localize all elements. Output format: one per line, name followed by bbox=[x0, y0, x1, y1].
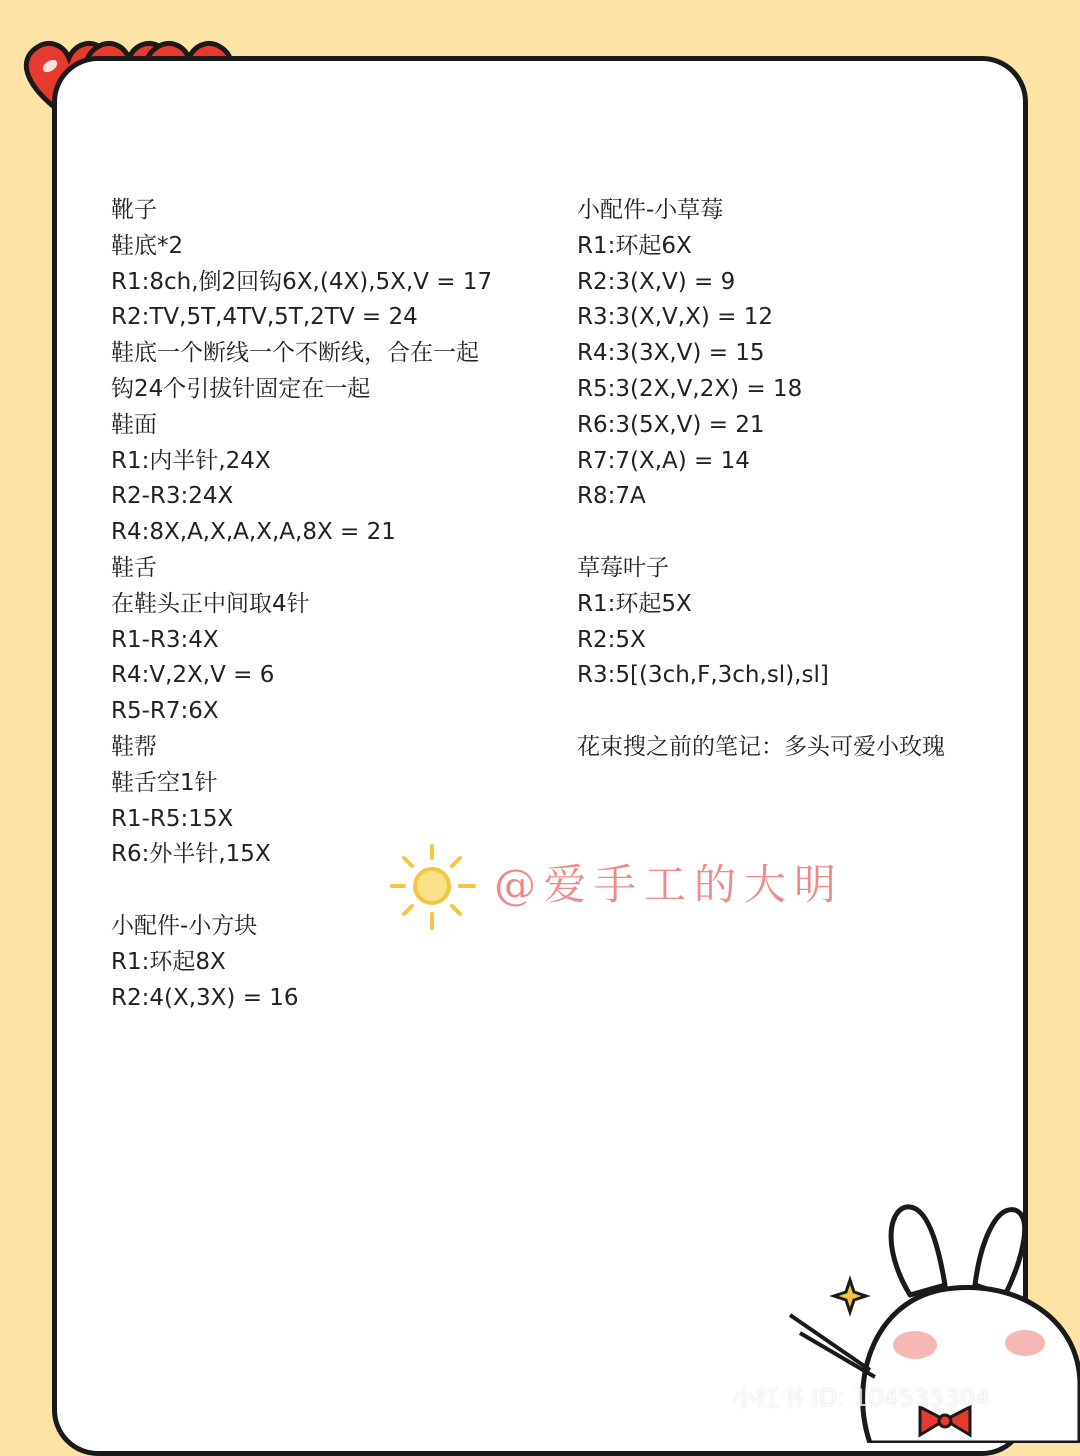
text-line: 草莓叶子 bbox=[577, 554, 669, 581]
text-line: R1:内半针,24X bbox=[111, 447, 271, 474]
text-line: R1-R3:4X bbox=[111, 626, 219, 653]
text-line: R6:外半针,15X bbox=[111, 841, 271, 868]
text-line: R7:7(X,A) = 14 bbox=[577, 447, 750, 474]
text-line: 鞋舌 bbox=[111, 554, 157, 581]
spacer bbox=[577, 694, 1017, 730]
text-line: R2-R3:24X bbox=[111, 483, 234, 510]
footer-watermark: 小红书 ID: 104535304 bbox=[732, 1384, 991, 1412]
text-line: R4:8X,A,X,A,X,A,8X = 21 bbox=[111, 519, 396, 546]
text-line: 花束搜之前的笔记：多头可爱小玫瑰 bbox=[577, 733, 945, 760]
text-line: R3:3(X,V,X) = 12 bbox=[577, 304, 773, 331]
text-line: R5:3(2X,V,2X) = 18 bbox=[577, 375, 803, 402]
right-column bbox=[577, 193, 1017, 766]
watermark-text: @爱手工的大明 bbox=[494, 860, 845, 909]
text-line: 鞋帮 bbox=[111, 733, 157, 760]
text-line: R4:V,2X,V = 6 bbox=[111, 662, 275, 689]
text-line: R3:5[(3ch,F,3ch,sl),sl] bbox=[577, 662, 829, 689]
text-line: R1:环起8X bbox=[111, 948, 226, 975]
text-line: R8:7A bbox=[577, 483, 646, 510]
text-line: 鞋舌空1针 bbox=[111, 769, 218, 796]
text-line: R2:4(X,3X) = 16 bbox=[111, 984, 299, 1011]
text-line: 在鞋头正中间取4针 bbox=[111, 590, 310, 617]
text-line: R1:环起6X bbox=[577, 232, 692, 259]
text-line: 鞋面 bbox=[111, 411, 157, 438]
text-line: R2:5X bbox=[577, 626, 646, 653]
text-line: R1:8ch,倒2回钩6X,(4X),5X,V = 17 bbox=[111, 268, 493, 295]
text-line: 鞋底*2 bbox=[111, 232, 184, 259]
text-line: R2:3(X,V) = 9 bbox=[577, 268, 736, 295]
text-line: R4:3(3X,V) = 15 bbox=[577, 340, 765, 367]
text-line: 靴子 bbox=[111, 197, 157, 223]
text-line: R2:TV,5T,4TV,5T,2TV = 24 bbox=[111, 304, 418, 331]
text-line: 小配件-小方块 bbox=[111, 912, 258, 939]
spacer bbox=[577, 515, 1017, 551]
text-line: R1-R5:15X bbox=[111, 805, 234, 832]
text-line: R6:3(5X,V) = 21 bbox=[577, 411, 765, 438]
sparkle-icon bbox=[834, 1280, 866, 1312]
text-line: 鞋底一个断线一个不断线，合在一起 bbox=[111, 340, 479, 367]
text-line: 小配件-小草莓 bbox=[577, 197, 724, 223]
text-line: R5-R7:6X bbox=[111, 698, 219, 725]
text-line: 钩24个引拔针固定在一起 bbox=[111, 375, 371, 402]
text-line: R1:环起5X bbox=[577, 590, 692, 617]
